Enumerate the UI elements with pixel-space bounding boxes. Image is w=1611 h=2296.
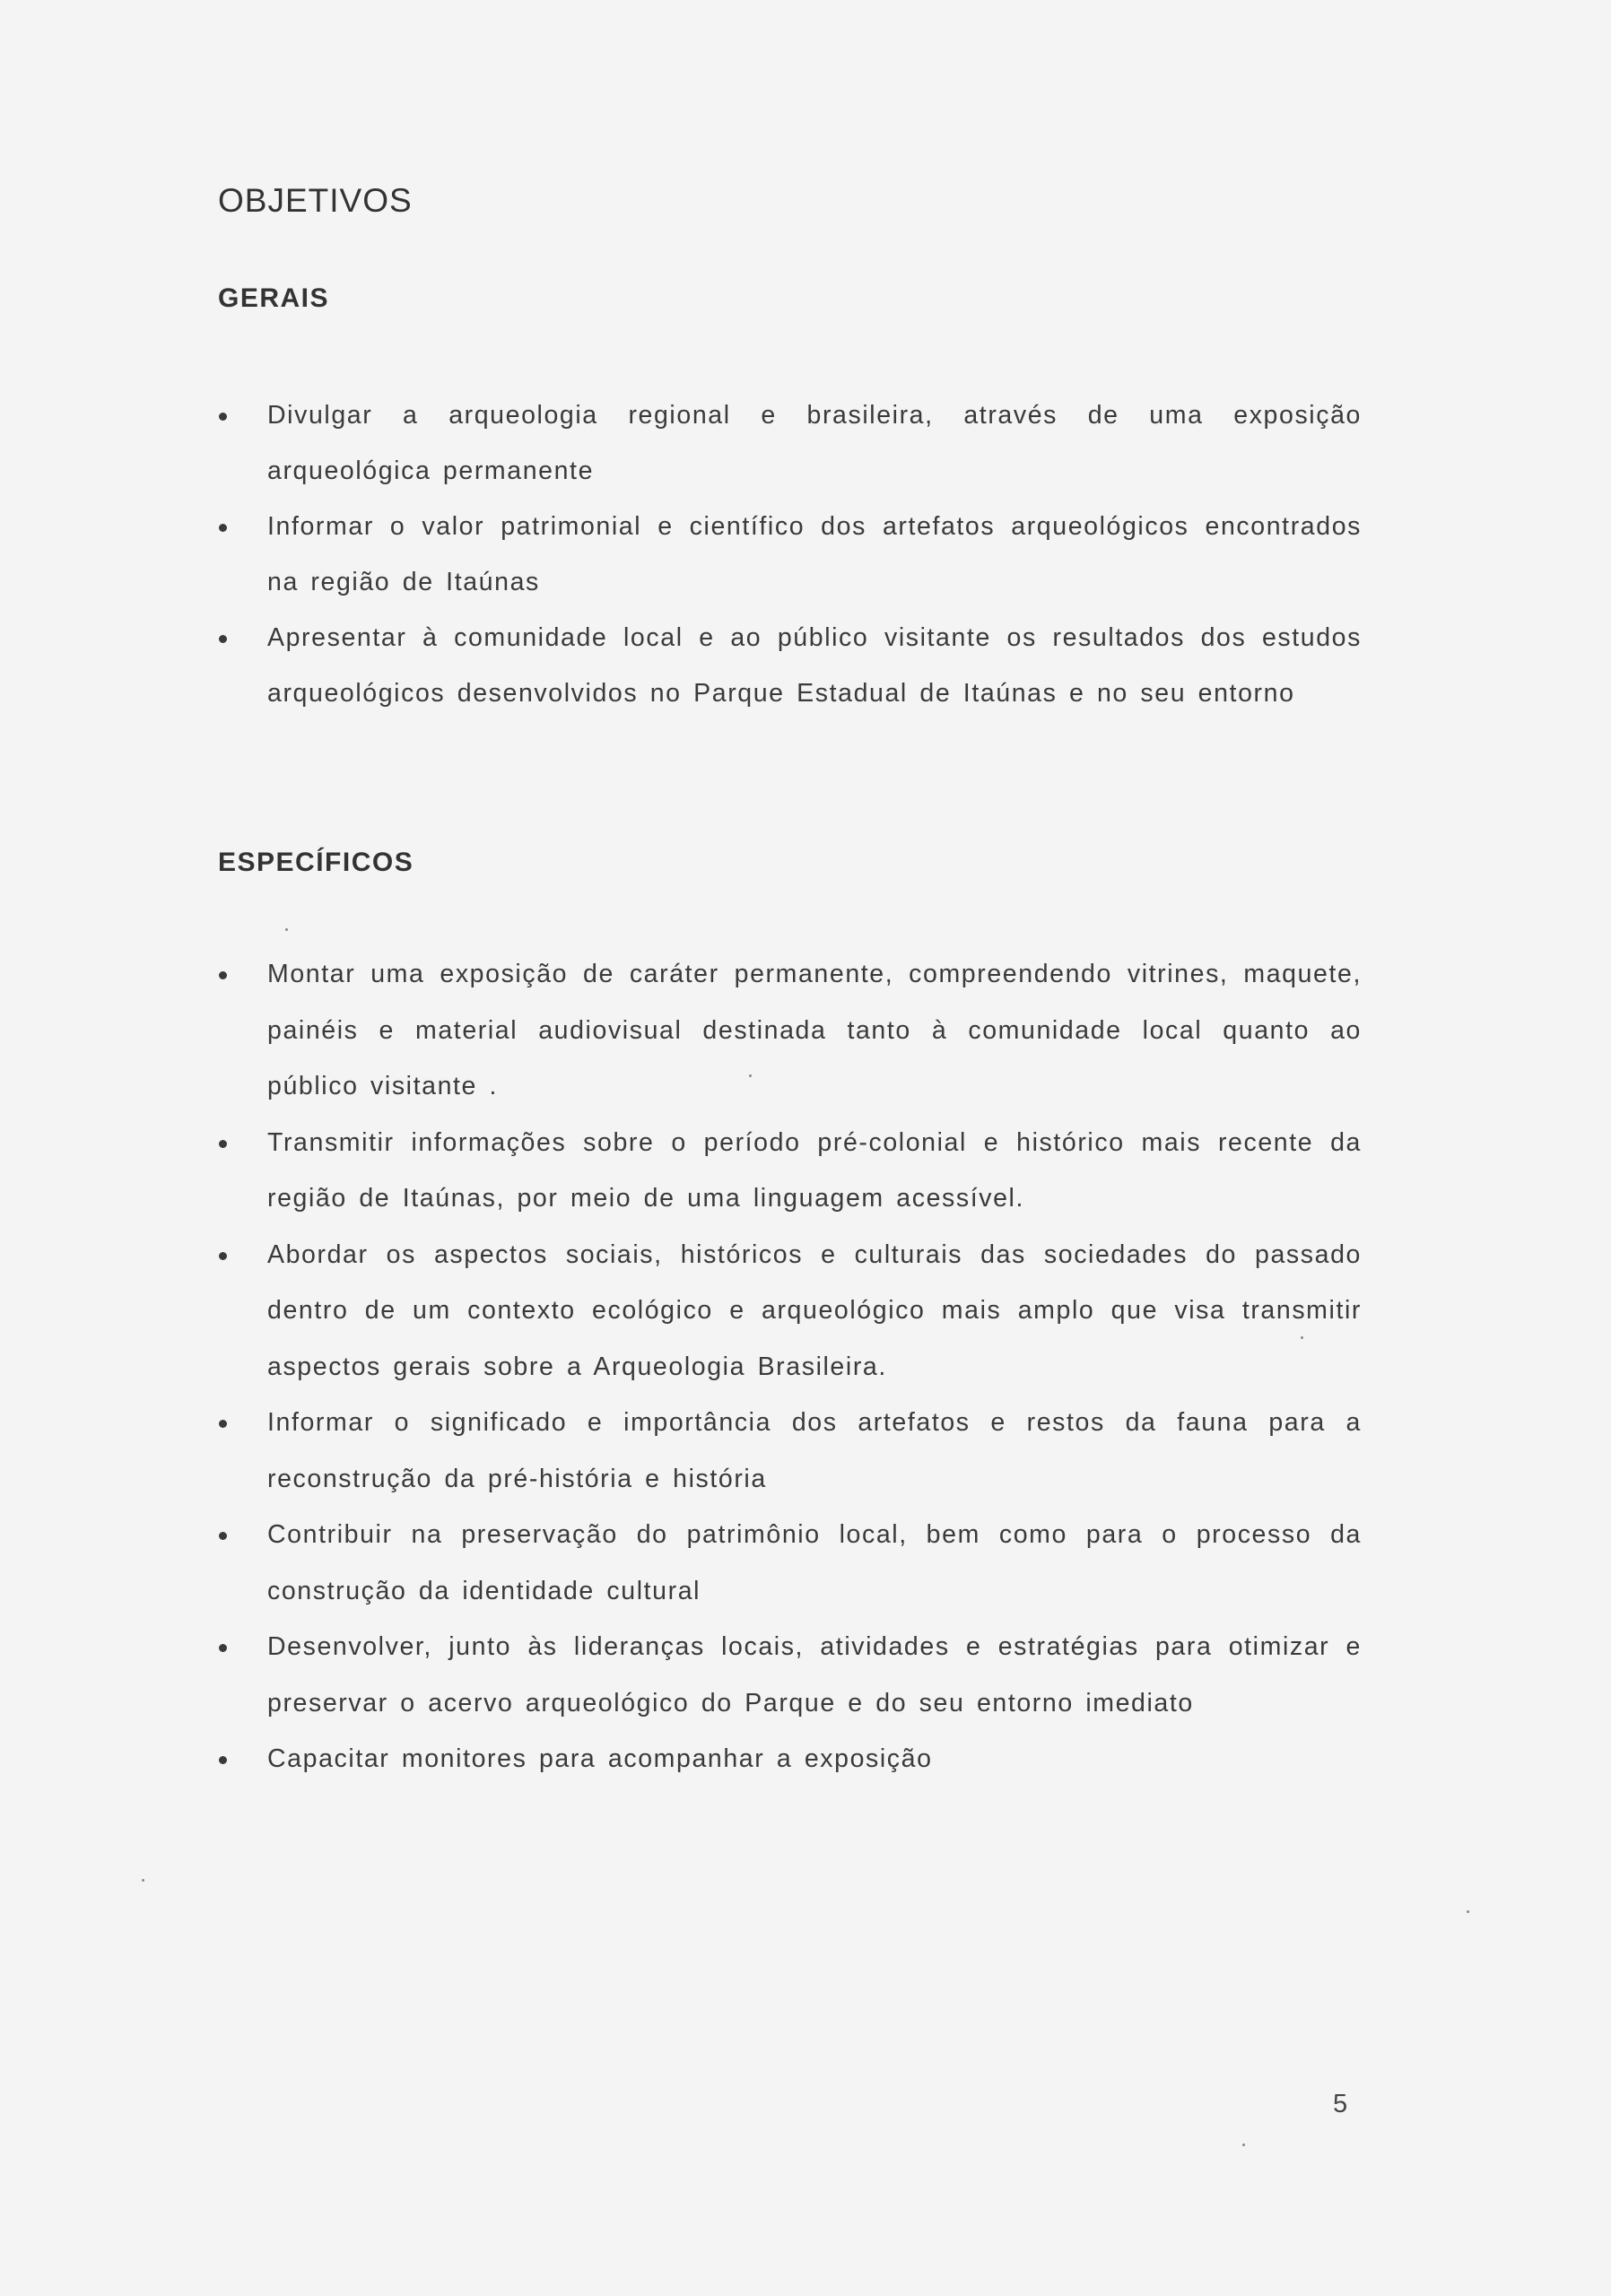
list-item: Informar o valor patrimonial e científico dos artefatos arqueológicos encontrados na região de Itaúnas xyxy=(213,499,1362,610)
scan-speck xyxy=(1242,2144,1245,2146)
section-heading-especificos: ESPECÍFICOS xyxy=(218,848,414,877)
list-item: Contribuir na preservação do patrimônio local, bem como para o processo da construção da identidade cultural xyxy=(213,1507,1362,1619)
scan-speck xyxy=(1467,1910,1469,1913)
page-title: OBJETIVOS xyxy=(218,182,413,219)
list-item: Divulgar a arqueologia regional e brasileira, através de uma exposição arqueológica permanente xyxy=(213,387,1362,499)
list-item: Capacitar monitores para acompanhar a exposição xyxy=(213,1731,1362,1787)
list-item: Abordar os aspectos sociais, históricos e culturais das sociedades do passado dentro de um contexto ecológico e arqueológico mais amplo que visa transmitir aspectos gerais sobre a Arqueologia Brasileira. xyxy=(213,1227,1362,1396)
list-gerais xyxy=(213,387,1362,721)
section-heading-gerais: GERAIS xyxy=(218,283,330,313)
scan-speck xyxy=(285,928,288,931)
list-especificos xyxy=(213,946,1362,1787)
list-item: Apresentar à comunidade local e ao público visitante os resultados dos estudos arqueológicos desenvolvidos no Parque Estadual de Itaúnas e no seu entorno xyxy=(213,610,1362,721)
page-number: 5 xyxy=(1333,2090,1348,2118)
scan-speck xyxy=(1301,1336,1303,1339)
list-item: Transmitir informações sobre o período pré-colonial e histórico mais recente da região de Itaúnas, por meio de uma linguagem acessível. xyxy=(213,1115,1362,1227)
scan-speck xyxy=(142,1879,144,1882)
list-item: Desenvolver, junto às lideranças locais, atividades e estratégias para otimizar e preservar o acervo arqueológico do Parque e do seu entorno imediato xyxy=(213,1619,1362,1731)
list-item: Informar o significado e importância dos artefatos e restos da fauna para a reconstrução da pré-história e história xyxy=(213,1395,1362,1507)
list-item: Montar uma exposição de caráter permanente, compreendendo vitrines, maquete, painéis e material audiovisual destinada tanto à comunidade local quanto ao público visitante . xyxy=(213,946,1362,1115)
scan-speck xyxy=(749,1074,752,1077)
